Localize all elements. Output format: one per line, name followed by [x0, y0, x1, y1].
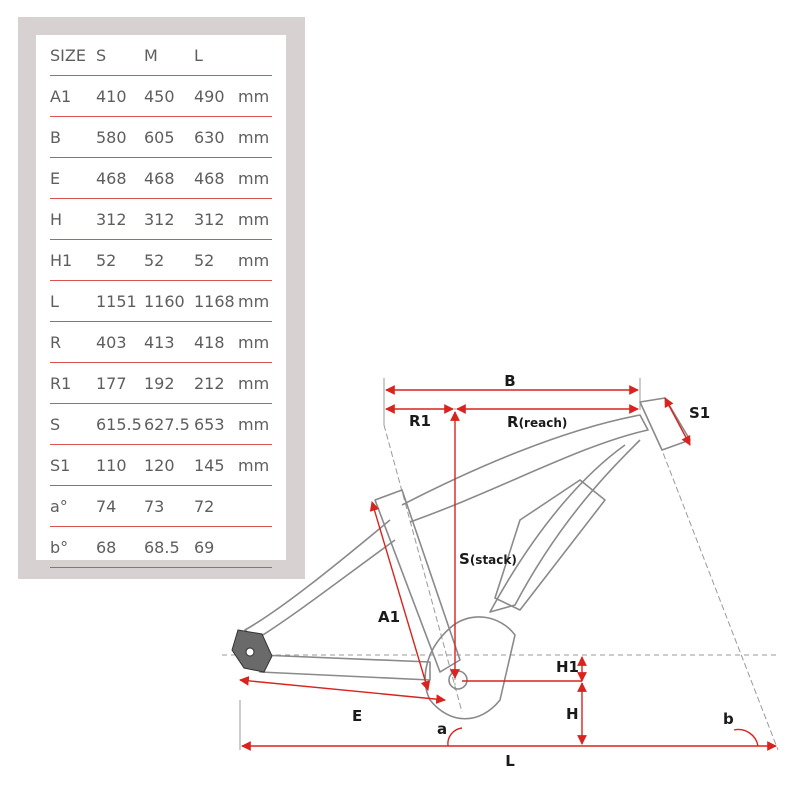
dim-label-stack-sub: (stack)	[469, 553, 517, 567]
angle-a-arc	[448, 728, 462, 746]
row-size-value: 653	[194, 404, 238, 445]
seat-tube	[375, 490, 460, 672]
row-unit: mm	[238, 445, 272, 486]
down-tube	[490, 440, 640, 612]
angle-label-b: b	[723, 710, 734, 728]
row-size-value: 312	[194, 199, 238, 240]
row-size-value: 69	[194, 527, 238, 568]
seat-stay	[245, 520, 395, 640]
row-size-value: 52	[96, 240, 144, 281]
dim-label-reach	[507, 413, 567, 431]
row-size-value: 177	[96, 363, 144, 404]
head-tube	[640, 398, 690, 450]
row-size-value: 403	[96, 322, 144, 363]
row-unit: mm	[238, 363, 272, 404]
dim-label-E: E	[352, 707, 363, 725]
table-header-cell: M	[144, 35, 194, 76]
row-size-value: 52	[194, 240, 238, 281]
row-dimension-label: a°	[50, 486, 96, 527]
row-dimension-label: L	[50, 281, 96, 322]
bottom-bracket	[449, 671, 467, 689]
row-size-value: 418	[194, 322, 238, 363]
row-dimension-label: A1	[50, 76, 96, 117]
row-dimension-label: S	[50, 404, 96, 445]
dim-E	[240, 680, 445, 700]
row-size-value: 212	[194, 363, 238, 404]
row-size-value: 145	[194, 445, 238, 486]
row-size-value: 312	[96, 199, 144, 240]
row-unit: mm	[238, 158, 272, 199]
row-size-value: 120	[144, 445, 194, 486]
dim-S1	[665, 398, 690, 445]
chain-stay	[260, 655, 430, 680]
table-header-cell: S	[96, 35, 144, 76]
row-size-value: 627.5	[144, 404, 194, 445]
row-size-value: 312	[144, 199, 194, 240]
dim-label-reach-main: R	[507, 413, 519, 431]
row-size-value: 1168	[194, 281, 238, 322]
row-size-value: 110	[96, 445, 144, 486]
dim-label-stack-main: S	[459, 550, 470, 568]
row-dimension-label: R	[50, 322, 96, 363]
dim-label-S1: S1	[689, 404, 711, 422]
row-dimension-label: E	[50, 158, 96, 199]
dim-label-H: H	[566, 705, 579, 723]
dim-label-reach-sub: (reach)	[518, 416, 568, 430]
top-tube	[402, 415, 648, 522]
row-size-value: 468	[144, 158, 194, 199]
table-header-cell: L	[194, 35, 238, 76]
row-size-value: 450	[144, 76, 194, 117]
row-dimension-label: H	[50, 199, 96, 240]
row-unit: mm	[238, 281, 272, 322]
dim-A1	[372, 502, 428, 690]
row-dimension-label: B	[50, 117, 96, 158]
dimension-lines	[240, 390, 776, 746]
row-size-value: 615.5	[96, 404, 144, 445]
table-header-cell: SIZE	[50, 35, 96, 76]
row-unit: mm	[238, 199, 272, 240]
battery-cover	[495, 480, 605, 610]
dim-label-L: L	[505, 752, 515, 770]
row-dimension-label: S1	[50, 445, 96, 486]
row-dimension-label: R1	[50, 363, 96, 404]
row-size-value: 72	[194, 486, 238, 527]
row-size-value: 1160	[144, 281, 194, 322]
row-dimension-label: H1	[50, 240, 96, 281]
row-unit: mm	[238, 117, 272, 158]
rear-dropout	[232, 630, 272, 672]
row-unit: mm	[238, 404, 272, 445]
dim-label-B: B	[504, 372, 516, 390]
row-size-value: 74	[96, 486, 144, 527]
row-size-value: 192	[144, 363, 194, 404]
row-size-value: 68.5	[144, 527, 194, 568]
row-size-value: 73	[144, 486, 194, 527]
dim-label-H1: H1	[556, 658, 579, 676]
row-size-value: 1151	[96, 281, 144, 322]
row-unit: mm	[238, 240, 272, 281]
dim-label-R1: R1	[409, 412, 431, 430]
row-size-value: 410	[96, 76, 144, 117]
row-size-value: 580	[96, 117, 144, 158]
dim-label-stack	[459, 550, 517, 568]
angle-b-arc	[734, 730, 758, 746]
angle-label-a: a	[437, 720, 448, 738]
row-size-value: 413	[144, 322, 194, 363]
row-dimension-label: b°	[50, 527, 96, 568]
dim-label-A1: A1	[378, 608, 401, 626]
row-size-value: 490	[194, 76, 238, 117]
row-size-value: 605	[144, 117, 194, 158]
row-unit: mm	[238, 322, 272, 363]
row-size-value: 68	[96, 527, 144, 568]
row-unit: mm	[238, 76, 272, 117]
row-size-value: 468	[194, 158, 238, 199]
row-size-value: 630	[194, 117, 238, 158]
row-size-value: 468	[96, 158, 144, 199]
row-size-value: 52	[144, 240, 194, 281]
